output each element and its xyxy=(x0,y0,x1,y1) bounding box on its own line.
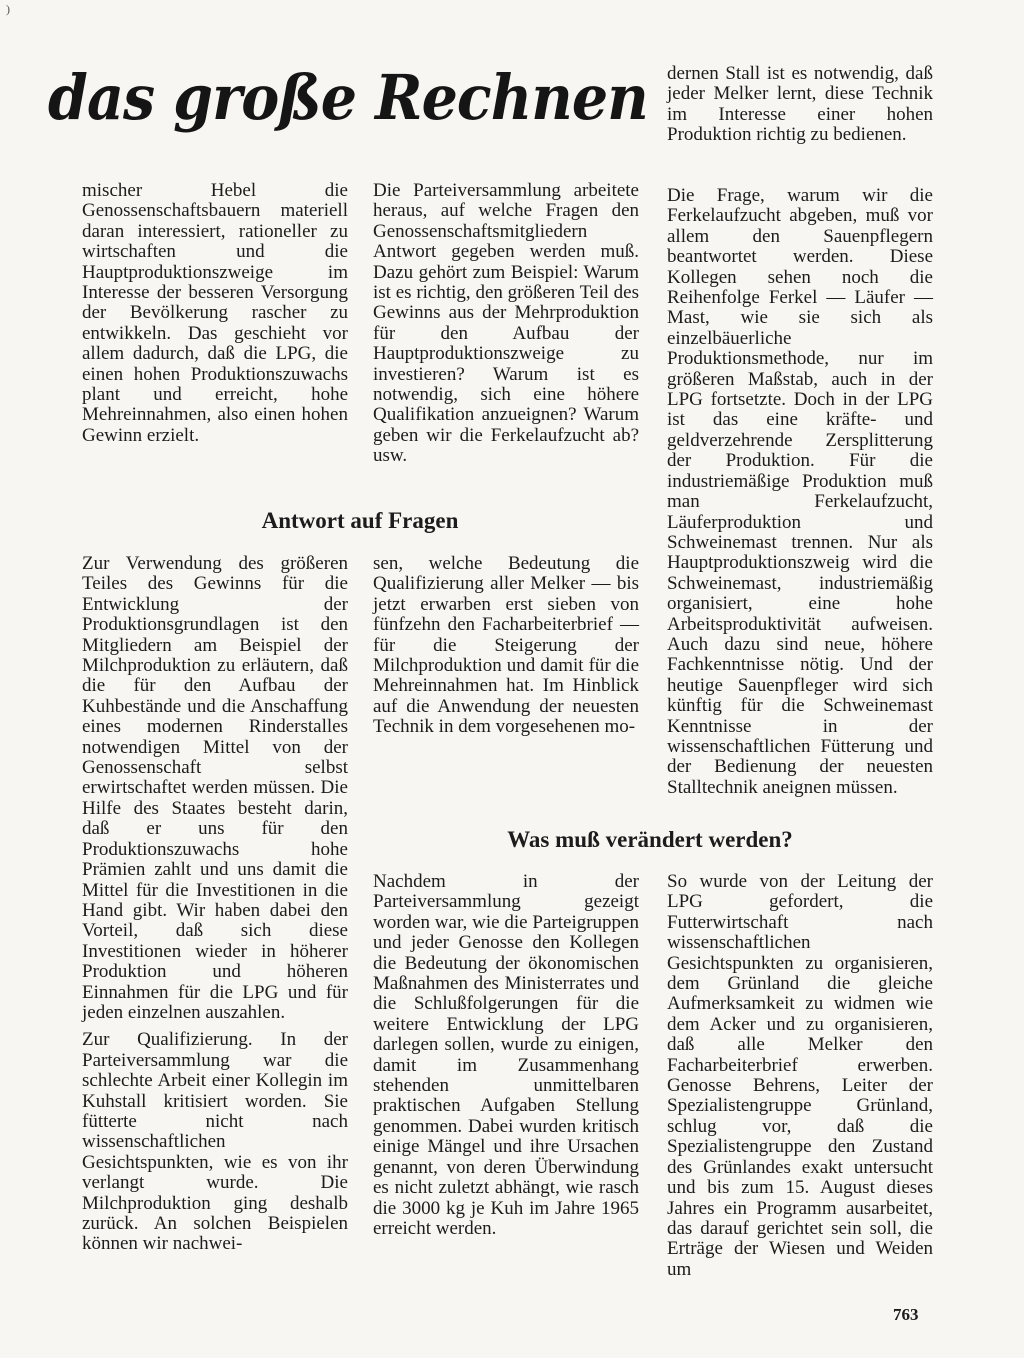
paragraph: Zur Qualifizierung. In der Parteiversammlung war die schlechte Arbeit einer Kollegin im Kuhstall kritisiert worden. Sie fütterte nicht nach wissenschaftlichen Gesichtspunkten, wie es von ihr verlangt wurde. Die Milchproduktion ging deshalb zurück. An solchen Beispielen können wir nachwei- xyxy=(82,1029,348,1255)
page-number: 763 xyxy=(893,1305,919,1324)
page-title: das große Rechnen xyxy=(48,61,648,134)
paragraph: dernen Stall ist es notwendig, daß jeder Melker lernt, diese Technik im Interesse einer hohen Produktion richtig zu bedienen. xyxy=(667,63,933,146)
section1-column-1 xyxy=(82,554,348,1259)
section1-column-2 xyxy=(373,554,639,779)
top-column-2 xyxy=(373,181,639,471)
paragraph: mischer Hebel die Genossenschaftsbauern materiell daran interessiert, rationeller zu wirtschaften und die Hauptproduktionszweige im Interesse der besseren Versorgung der Bevölkerung rascher zu entwikkeln. Das geschieht vor allem dadurch, daß die LPG, die einen hohen Produktionszuwachs plant und erreicht, hohe Mehreinnahmen, also einen hohen Gewinn erzielt. xyxy=(82,180,348,446)
right-column-top xyxy=(667,64,933,178)
paragraph: Zur Verwendung des größeren Teiles des Gewinns für die Entwicklung der Produktionsgrundlagen ist den Mitgliedern am Beispiel der Milchproduktion zu erläutern, daß die für den Aufbau der Kuhbestände und die Anschaffung eines modernen Rinderstalles notwendigen Mittel von der Genossenschaft selbst erwirtschaftet werden müssen. Die Hilfe des Staates besteht darin, daß er uns für den Produktionszuwachs hohe Prämien zahlt und uns damit die Mittel für die Investitionen in die Hand gibt. Wir haben dabei den Vorteil, daß sich diese Investitionen wieder in höherer Produktion und höheren Einnahmen für die LPG und für jeden einzelnen auszahlen. xyxy=(82,553,348,1023)
paragraph: Die Frage, warum wir die Ferkelaufzucht abgeben, muß vor allem den Sauenpflegern beantwortet werden. Diese Kollegen sehen noch die Reihenfolge Ferkel — Läufer — Mast, wie sie sich als einzelbäuerliche Produktionsmethode, nur im größeren Maßstab, auch in der LPG fortsetzte. Doch in der LPG ist das eine kräfte- und geldverzehrende Zersplitterung der Produktion. Für die industriemäßige Produktion muß man Ferkelaufzucht, Läuferproduktion und Schweinemast trennen. Nur als Hauptproduktionszweig wird die Schweinemast, industriemäßig organisiert, eine hohe Arbeitsproduktivität aufweisen. Auch dazu sind neue, höhere Fachkenntnisse nötig. Und der heutige Sauenpfleger wird sich künftig für die Schweinemast Kenntnisse in der wissenschaftlichen Fütterung und der Bedienung der neuesten Stalltechnik aneignen müssen. xyxy=(667,185,933,798)
section2-column-3 xyxy=(667,871,933,1280)
section-heading-veraendert: Was muß verändert werden? xyxy=(507,827,793,852)
section2-column-2 xyxy=(373,872,639,1262)
section-heading-antwort: Antwort auf Fragen xyxy=(261,508,459,533)
top-column-1 xyxy=(82,181,348,471)
paragraph: Nachdem in der Parteiversammlung gezeigt worden war, wie die Parteigruppen und jeder Genosse den Kollegen die Bedeutung der ökonomischen Maßnahmen des Ministerrates und die Schlußfolgerungen für die weitere Entwicklung der LPG darlegen sollen, wurde zu einigen, damit im Zusammenhang stehenden unmittelbaren praktischen Aufgaben Stellung genommen. Dabei wurden kritisch einige Mängel und ihre Ursachen genannt, von deren Überwindung es nicht zuletzt abhängt, wie rasch die 3000 kg je Kuh im Jahre 1965 erreicht werden. xyxy=(373,871,639,1239)
paragraph: So wurde von der Leitung der LPG gefordert, die Futterwirtschaft nach wissenschaftlichen Gesichtspunkten zu organisieren, dem Grünland die gleiche Aufmerksamkeit zu widmen wie dem Acker und zu organisieren, daß alle Melker den Facharbeiterbrief erwerben. Genosse Behrens, Leiter der Spezialistengruppe Grünland, schlug vor, daß die Spezialistengruppe den Zustand des Grünlandes exakt untersucht und bis zum 15. August dieses Jahres ein Programm ausarbeitet, das darauf gerichtet sein soll, die Erträge der Wiesen und Weiden um xyxy=(667,871,933,1280)
right-column-main xyxy=(667,185,933,798)
paragraph: Die Parteiversammlung arbeitete heraus, auf welche Fragen den Genossenschaftsmitgliedern Antwort gegeben werden muß. Dazu gehört zum Beispiel: Warum ist es richtig, den größeren Teil des Gewinns aus der Mehrproduktion für den Aufbau der Hauptproduktionszweige zu investieren? Warum ist es notwendig, sich eine höhere Qualifikation anzueignen? Warum geben wir die Ferkelaufzucht ab? usw. xyxy=(373,180,639,467)
paragraph: sen, welche Bedeutung die Qualifizierung aller Melker — bis jetzt erwarben erst sieben von fünfzehn den Facharbeiterbrief — für die Steigerung der Milchproduktion und damit für die Mehreinnahmen hat. Im Hinblick auf die Anwendung der neuesten Technik in dem vorgesehenen mo- xyxy=(373,553,639,738)
corner-mark: ) xyxy=(6,2,10,16)
